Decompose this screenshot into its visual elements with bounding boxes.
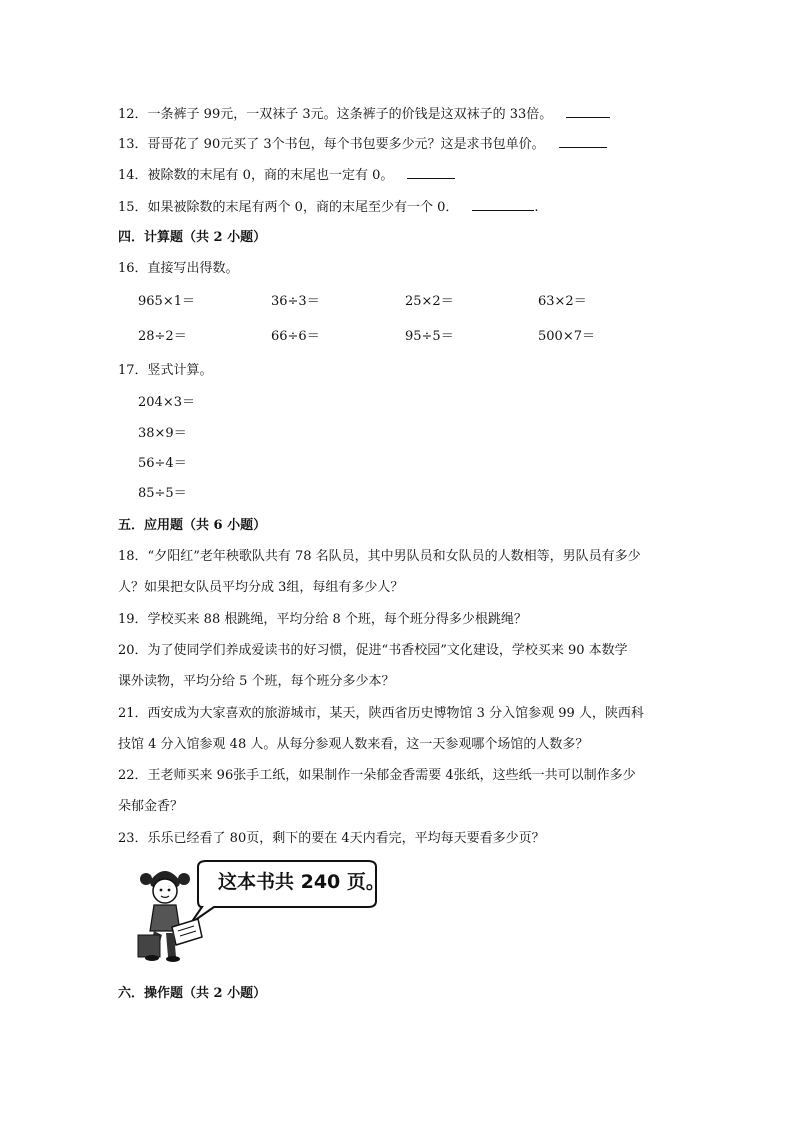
question-21-line1: 21．西安成为大家喜欢的旅游城市，某天，陕西省历史博物馆 3 分入馆参观 99 人，陕西科 xyxy=(118,706,644,721)
section-5-title: 五．应用题（共 6 小题） xyxy=(118,518,267,533)
question-text: 被除数的末尾有 0，商的末尾也一定有 0。 xyxy=(147,168,394,183)
answer-blank[interactable] xyxy=(559,134,607,148)
question-20-line1: 20．为了使同学们养成爱读书的好习惯，促进“书香校园”文化建设，学校买来 90 本数学 xyxy=(118,643,628,658)
section-6-title: 六．操作题（共 2 小题） xyxy=(118,986,267,1001)
section-4-title: 四．计算题（共 2 小题） xyxy=(118,230,267,245)
question-text: 一条裤子 99元，一双袜子 3元。这条裤子的价钱是这双袜子的 33倍。 xyxy=(147,107,553,122)
question-23: 23．乐乐已经看了 80页，剩下的要在 4天内看完，平均每天要看多少页？ xyxy=(118,831,545,846)
calc-item: 36÷3＝ xyxy=(271,294,320,309)
calc-item: 500×7＝ xyxy=(538,329,595,344)
vertical-calc-item: 56÷4＝ xyxy=(138,456,187,471)
calc-item: 25×2＝ xyxy=(405,294,454,309)
question-15 xyxy=(118,197,539,217)
question-12 xyxy=(118,104,610,124)
speech-bubble-text: 这本书共 240 页。 xyxy=(218,871,385,893)
calc-item: 965×1＝ xyxy=(138,294,195,309)
question-number: 15． xyxy=(118,200,148,215)
reading-girl-illustration xyxy=(136,857,386,969)
vertical-calc-item: 204×3＝ xyxy=(138,395,195,410)
question-14 xyxy=(118,165,455,185)
question-number: 14． xyxy=(118,168,148,183)
question-17-label: 17．竖式计算。 xyxy=(118,363,213,378)
question-20-line2: 课外读物，平均分给 5 个班，每个班分多少本？ xyxy=(118,674,395,689)
calc-item: 28÷2＝ xyxy=(138,329,187,344)
question-number: 13． xyxy=(118,137,148,152)
question-text: 哥哥花了 90元买了 3个书包，每个书包要多少元？这是求书包单价。 xyxy=(147,137,545,152)
question-22-line1: 22．王老师买来 96张手工纸，如果制作一朵郁金香需要 4张纸，这些纸一共可以制作多少 xyxy=(118,768,636,783)
question-22-line2: 朵郁金香？ xyxy=(118,799,184,814)
answer-blank[interactable] xyxy=(472,197,534,211)
vertical-calc-item: 38×9＝ xyxy=(138,426,187,441)
question-21-line2: 技馆 4 分入馆参观 48 人。从每分参观人数来看，这一天参观哪个场馆的人数多？ xyxy=(118,737,589,752)
question-text: 如果被除数的末尾有两个 0，商的末尾至少有一个 0． xyxy=(147,200,459,215)
calc-item: 95÷5＝ xyxy=(405,329,454,344)
question-number: 12． xyxy=(118,107,148,122)
calc-item: 63×2＝ xyxy=(538,294,587,309)
calc-item: 66÷6＝ xyxy=(271,329,320,344)
question-18-line2: 人？如果把女队员平均分成 3组，每组有多少人？ xyxy=(118,580,404,595)
trailing-period: . xyxy=(534,200,539,215)
question-13 xyxy=(118,134,607,154)
answer-blank[interactable] xyxy=(407,165,455,179)
question-19: 19．学校买来 88 根跳绳，平均分给 8 个班，每个班分得多少根跳绳？ xyxy=(118,612,527,627)
vertical-calc-item: 85÷5＝ xyxy=(138,486,187,501)
question-16-label: 16．直接写出得数。 xyxy=(118,261,239,276)
answer-blank[interactable] xyxy=(566,104,610,118)
question-18-line1: 18．“夕阳红”老年秧歌队共有 78 名队员，其中男队员和女队员的人数相等，男队员有多少 xyxy=(118,549,641,564)
